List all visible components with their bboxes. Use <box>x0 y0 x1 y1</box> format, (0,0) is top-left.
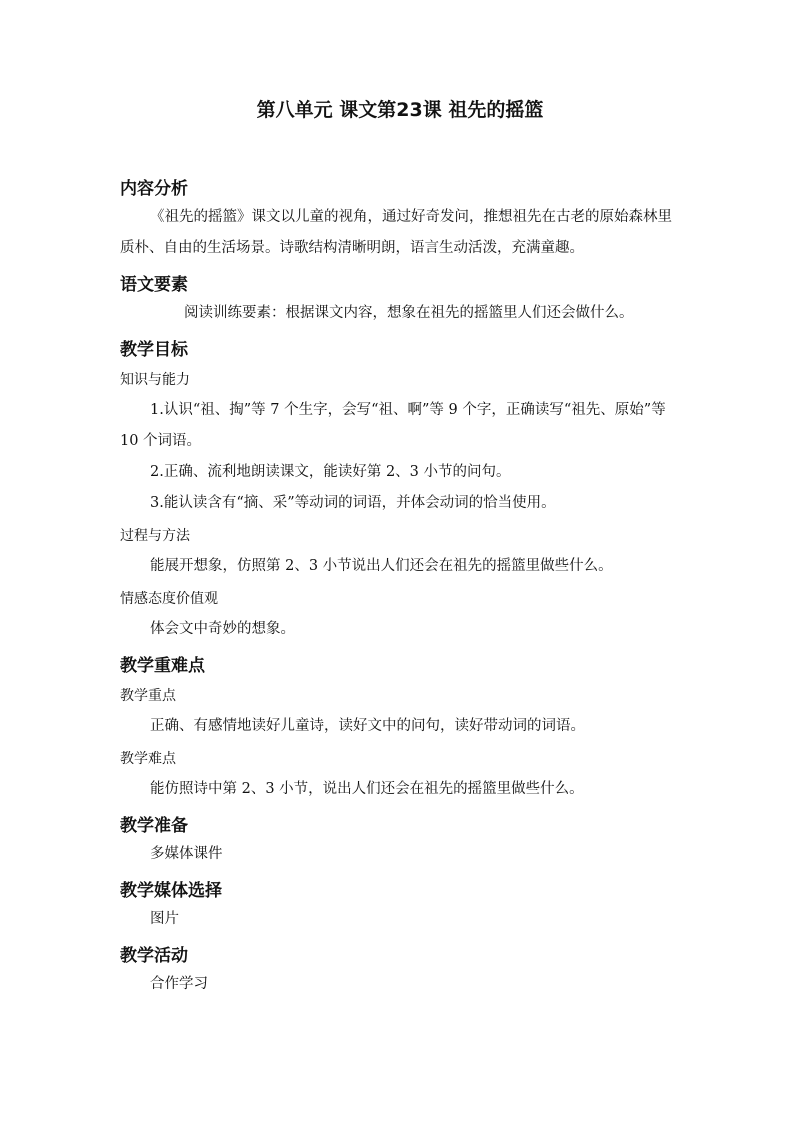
section-language-elements <box>120 272 680 329</box>
document-title: 第八单元 课文第23课 祖先的摇篮 <box>256 99 544 121</box>
sub-heading-focus: 教学重点 <box>120 688 176 704</box>
document-page <box>120 96 680 1000</box>
section-teaching-goals <box>120 337 680 645</box>
sub-heading-emotion: 情感态度价值观 <box>120 591 218 607</box>
section-content-analysis <box>120 176 680 264</box>
list-item: 1.认识“祖、掏”等 7 个生字，会写“祖、啊”等 9 个字，正确读写“祖先、原始”等 10 个词语。 <box>120 402 666 449</box>
sub-heading-process: 过程与方法 <box>120 528 190 544</box>
section-heading: 教学媒体选择 <box>120 881 222 901</box>
paragraph: 能仿照诗中第 2、3 小节，说出人们还会在祖先的摇篮里做些什么。 <box>150 781 584 797</box>
paragraph: 能展开想象，仿照第 2、3 小节说出人们还会在祖先的摇篮里做些什么。 <box>150 558 613 574</box>
section-activity <box>120 943 680 1000</box>
paragraph: 阅读训练要素：根据课文内容，想象在祖先的摇篮里人们还会做什么。 <box>184 305 634 321</box>
paragraph: 体会文中奇妙的想象。 <box>150 621 295 637</box>
paragraph: 正确、有感情地读好儿童诗，读好文中的问句，读好带动词的词语。 <box>150 718 585 734</box>
section-media <box>120 878 680 935</box>
section-heading: 教学重难点 <box>120 656 205 676</box>
section-heading: 教学目标 <box>120 340 188 360</box>
section-heading: 教学活动 <box>120 946 188 966</box>
section-heading: 教学准备 <box>120 816 188 836</box>
paragraph: 图片 <box>150 911 179 927</box>
sub-heading-difficulty: 教学难点 <box>120 751 176 767</box>
list-item: 2.正确、流利地朗读课文，能读好第 2、3 小节的问句。 <box>150 464 511 480</box>
paragraph: 合作学习 <box>150 976 208 992</box>
paragraph: 《祖先的摇篮》课文以儿童的视角，通过好奇发问，推想祖先在古老的原始森林里质朴、自由的生活场景。诗歌结构清晰明朗，语言生动活泼，充满童趣。 <box>120 209 672 256</box>
section-preparation <box>120 813 680 870</box>
section-key-points <box>120 653 680 805</box>
section-heading: 内容分析 <box>120 179 188 199</box>
paragraph: 多媒体课件 <box>150 846 223 862</box>
section-heading: 语文要素 <box>120 275 188 295</box>
list-item: 3.能认读含有“摘、采”等动词的词语，并体会动词的恰当使用。 <box>150 495 556 511</box>
sub-heading-knowledge: 知识与能力 <box>120 372 190 388</box>
